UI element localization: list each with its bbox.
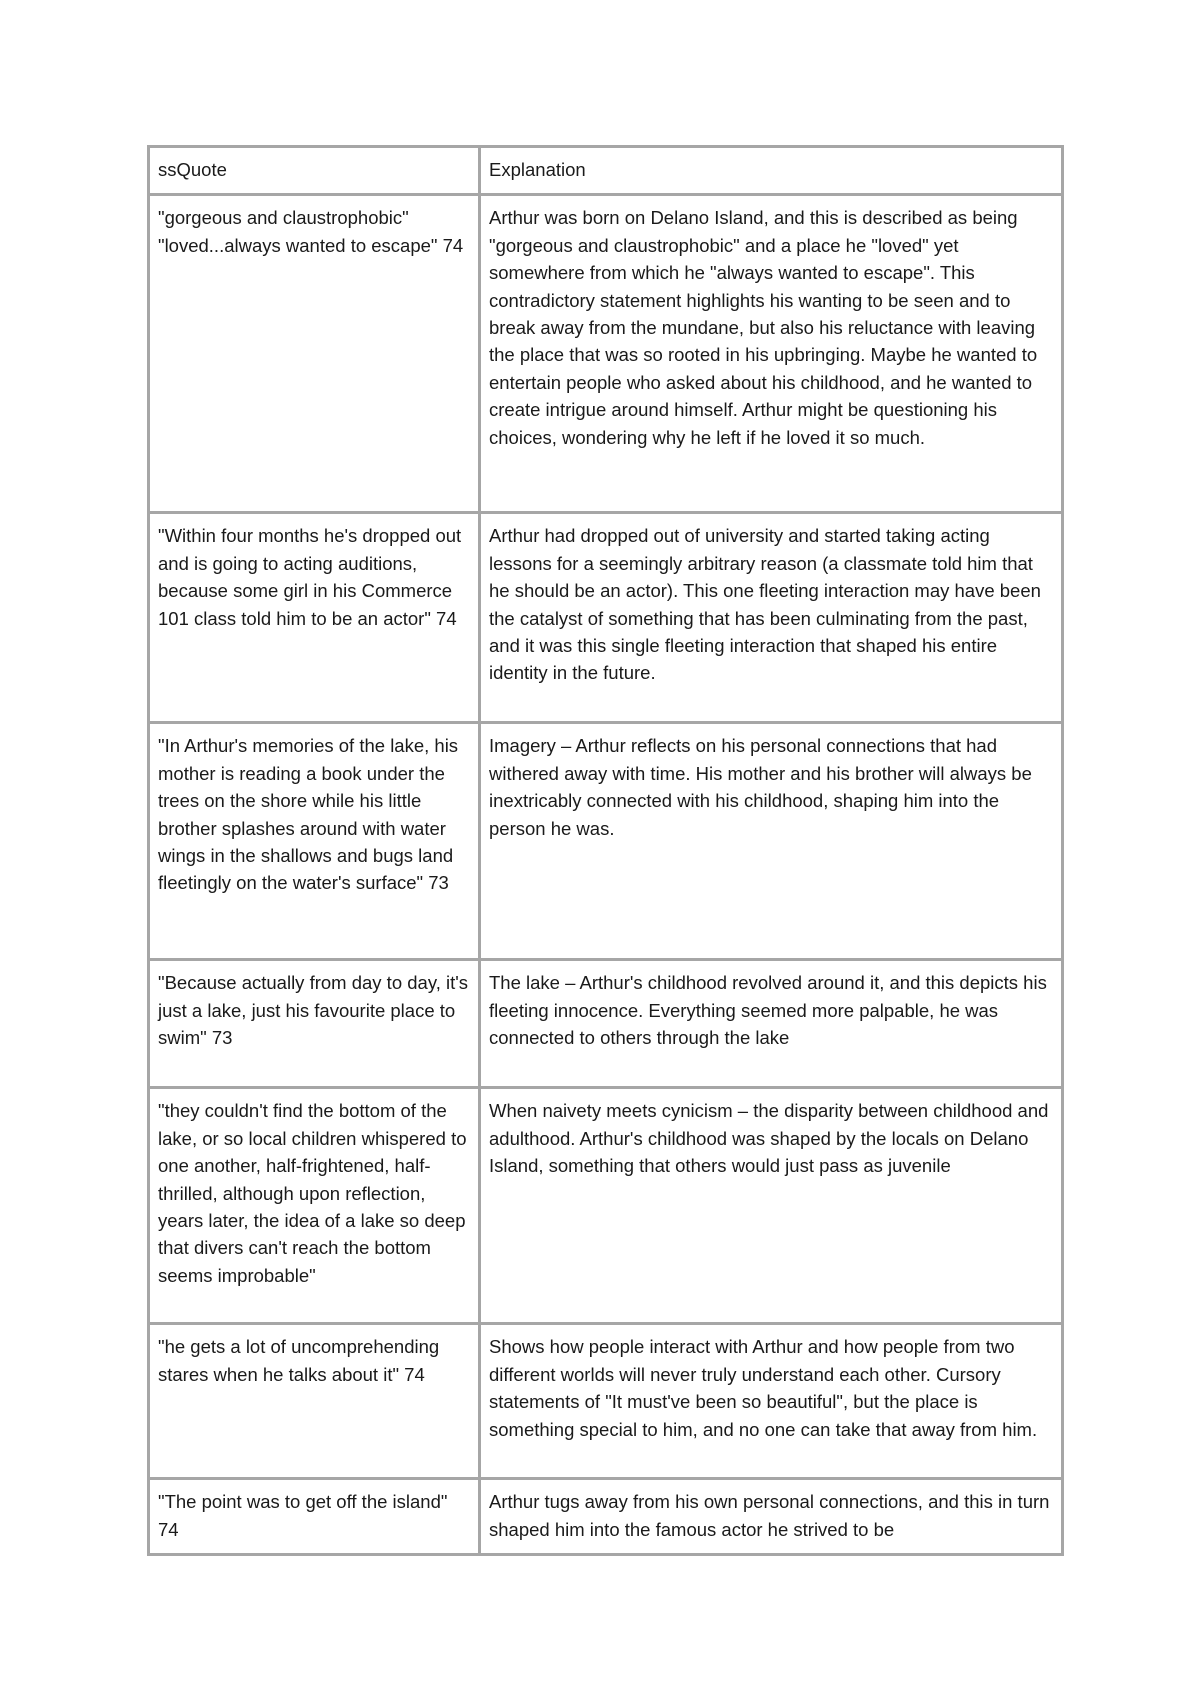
quote-cell: "The point was to get off the island" 74: [149, 1479, 480, 1555]
explanation-cell: When naivety meets cynicism – the disparity between childhood and adulthood. Arthur's childhood was shaped by the locals on Delano Island, something that others would just pass as juvenile: [480, 1088, 1063, 1324]
table-row: [149, 723, 1063, 960]
quote-cell: "gorgeous and claustrophobic" "loved...always wanted to escape" 74: [149, 195, 480, 513]
explanation-cell: Arthur had dropped out of university and started taking acting lessons for a seemingly arbitrary reason (a classmate told him that he should be an actor). This one fleeting interaction may have been the catalyst of something that has been culminating from the past, and it was this single fleeting interaction that shaped his entire identity in the future.: [480, 513, 1063, 723]
header-cell-quote: ssQuote: [149, 147, 480, 195]
explanation-cell: Arthur tugs away from his own personal connections, and this in turn shaped him into the famous actor he strived to be: [480, 1479, 1063, 1555]
explanation-cell: The lake – Arthur's childhood revolved around it, and this depicts his fleeting innocence. Everything seemed more palpable, he was connected to others through the lake: [480, 960, 1063, 1088]
quote-explanation-table: [147, 145, 1064, 1556]
explanation-cell: Shows how people interact with Arthur and how people from two different worlds will never truly understand each other. Cursory statements of "It must've been so beautiful", but the place is something special to him, and no one can take that away from him.: [480, 1324, 1063, 1479]
table-row: [149, 960, 1063, 1088]
table-header-row: [149, 147, 1063, 195]
quote-cell: "Within four months he's dropped out and is going to acting auditions, because some girl in his Commerce 101 class told him to be an actor" 74: [149, 513, 480, 723]
explanation-cell: Imagery – Arthur reflects on his personal connections that had withered away with time. His mother and his brother will always be inextricably connected with his childhood, shaping him into the person he was.: [480, 723, 1063, 960]
table-row: [149, 1088, 1063, 1324]
quote-cell: "they couldn't find the bottom of the lake, or so local children whispered to one another, half-frightened, half-thrilled, although upon reflection, years later, the idea of a lake so deep that divers can't reach the bottom seems improbable": [149, 1088, 480, 1324]
header-cell-explanation: Explanation: [480, 147, 1063, 195]
table-row: [149, 1479, 1063, 1555]
table-row: [149, 195, 1063, 513]
quote-cell: "Because actually from day to day, it's just a lake, just his favourite place to swim" 73: [149, 960, 480, 1088]
table-row: [149, 513, 1063, 723]
quote-cell: "he gets a lot of uncomprehending stares when he talks about it" 74: [149, 1324, 480, 1479]
table-row: [149, 1324, 1063, 1479]
explanation-cell: Arthur was born on Delano Island, and this is described as being "gorgeous and claustrophobic" and a place he "loved" yet somewhere from which he "always wanted to escape". This contradictory statement highlights his wanting to be seen and to break away from the mundane, but also his reluctance with leaving the place that was so rooted in his upbringing. Maybe he wanted to entertain people who asked about his childhood, and he wanted to create intrigue around himself. Arthur might be questioning his choices, wondering why he left if he loved it so much.: [480, 195, 1063, 513]
quote-cell: "In Arthur's memories of the lake, his mother is reading a book under the trees on the shore while his little brother splashes around with water wings in the shallows and bugs land fleetingly on the water's surface" 73: [149, 723, 480, 960]
